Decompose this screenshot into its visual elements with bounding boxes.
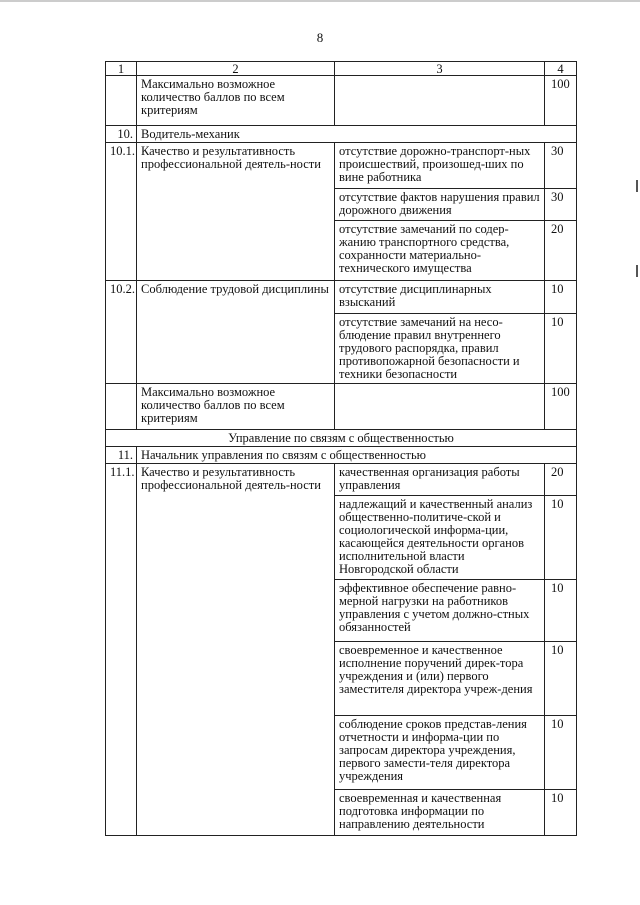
- criterion-score: 10: [545, 642, 577, 716]
- section-row: [106, 447, 577, 464]
- criterion-score: 10: [545, 716, 577, 790]
- indicator-number: 11.1.: [106, 464, 137, 836]
- empty-cell: [335, 76, 545, 126]
- max-points-row: [106, 76, 577, 126]
- criterion-score: 10: [545, 496, 577, 580]
- section-title: Водитель-механик: [137, 126, 577, 143]
- criterion-score: 30: [545, 189, 577, 221]
- header-col-2: 2: [137, 62, 335, 76]
- max-points-label: Максимально возможное количество баллов по всем критериям: [137, 384, 335, 430]
- empty-cell: [106, 76, 137, 126]
- criterion-text: отсутствие дорожно-транспорт-ных происшествий, произошед-ших по вине работника: [335, 143, 545, 189]
- criterion-score: 20: [545, 464, 577, 496]
- page-number: 8: [316, 30, 324, 45]
- section-number: 11.: [106, 447, 137, 464]
- indicator-row: [106, 143, 577, 189]
- empty-cell: [106, 384, 137, 430]
- criterion-text: своевременная и качественная подготовка информации по направлению деятельности: [335, 790, 545, 836]
- indicator-row: [106, 464, 577, 496]
- indicator-name: Качество и результативность профессиональной деятель-ности: [137, 464, 335, 836]
- header-col-4: 4: [545, 62, 577, 76]
- criterion-score: 30: [545, 143, 577, 189]
- scan-edge-noise: [0, 0, 640, 2]
- indicator-name: Соблюдение трудовой дисциплины: [137, 281, 335, 384]
- criterion-text: отсутствие фактов нарушения правил дорожного движения: [335, 189, 545, 221]
- section-number: 10.: [106, 126, 137, 143]
- scan-edge-mark: [636, 180, 638, 192]
- max-points-score: 100: [545, 76, 577, 126]
- criterion-score: 10: [545, 314, 577, 384]
- criterion-text: эффективное обеспечение равно-мерной нагрузки на работников управления с учетом должно-стных обязанностей: [335, 580, 545, 642]
- criterion-text: своевременное и качественное исполнение поручений дирек-тора учреждения и (или) первого заместителя директора учреж-дения: [335, 642, 545, 716]
- max-points-score: 100: [545, 384, 577, 430]
- criterion-text: отсутствие дисциплинарных взысканий: [335, 281, 545, 314]
- department-title: Управление по связям с общественностью: [106, 430, 577, 447]
- criteria-table: [105, 61, 577, 836]
- criterion-score: 10: [545, 580, 577, 642]
- department-row: [106, 430, 577, 447]
- indicator-number: 10.2.: [106, 281, 137, 384]
- max-points-row: [106, 384, 577, 430]
- table-header-row: [106, 62, 577, 76]
- indicator-number: 10.1.: [106, 143, 137, 281]
- header-col-3: 3: [335, 62, 545, 76]
- max-points-label: Максимально возможное количество баллов по всем критериям: [137, 76, 335, 126]
- criterion-text: отсутствие замечаний по содер-жанию транспортного средства, сохранности материально-технического имущества: [335, 221, 545, 281]
- criterion-text: отсутствие замечаний на несо-блюдение правил внутреннего трудового распорядка, правил противопожарной безопасности и техники безопасности: [335, 314, 545, 384]
- indicator-name: Качество и результативность профессиональной деятель-ности: [137, 143, 335, 281]
- header-col-1: 1: [106, 62, 137, 76]
- indicator-row: [106, 281, 577, 314]
- scan-edge-mark: [636, 265, 638, 277]
- section-title: Начальник управления по связям с общественностью: [137, 447, 577, 464]
- criterion-text: соблюдение сроков представ-ления отчетности и информа-ции по запросам директора учреждения, первого замести-теля директора учреждения: [335, 716, 545, 790]
- criterion-score: 10: [545, 281, 577, 314]
- criterion-score: 10: [545, 790, 577, 836]
- criterion-text: качественная организация работы управления: [335, 464, 545, 496]
- criterion-text: надлежащий и качественный анализ общественно-политиче-ской и социологической информа-ции, касающейся деятельности органов исполнительной власти Новгородской области: [335, 496, 545, 580]
- section-row: [106, 126, 577, 143]
- empty-cell: [335, 384, 545, 430]
- criterion-score: 20: [545, 221, 577, 281]
